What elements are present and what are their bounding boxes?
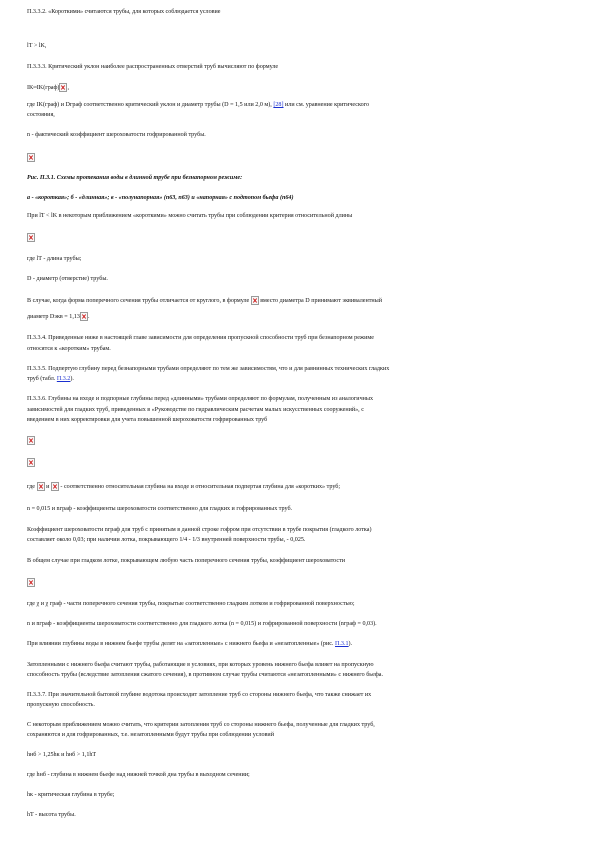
submerged-definition: Затопленными с нижнего бьефа считают трубы, работающие в условиях, при которых уровень нижнего бьефа влияет на пропускную [27, 662, 374, 668]
para-3-3-5: П.3.3.5. Подпертую глубину перед безнапорными трубами определяют по тем же зависимостям, что и для равнинных технических гладких [27, 366, 390, 372]
broken-image-icon [27, 233, 35, 242]
para-3-3-6-cont2: введением в них корректировки для учета повышенной шероховатости гофрированных труб [27, 417, 268, 423]
para-3-3-4: П.3.3.4. Приведенные ниже в настоящей главе зависимости для определения пропускной способности труб при безнапорном режиме [27, 335, 374, 341]
critical-slope-formula: IK≈IK(граф) , [27, 85, 69, 91]
broken-image-icon [27, 436, 35, 445]
para-3-3-7-cont: пропускную способность. [27, 702, 95, 708]
submergence-criteria-cont: сохраняются и для гофрированных, т.е. незатопленными будут трубы при соблюдении условий [27, 732, 274, 738]
figure-caption: Рис. П.3.1. Схемы протекания воды в длинной трубе при безнапорном режиме: [27, 175, 243, 181]
equivalent-diameter-formula: диаметр Dэкв = 1,13 . [27, 314, 90, 320]
submergence-criteria: С некоторым приближением можно считать, что критерии затопления труб со стороны нижнего бьефа, полученные для гладких труб, [27, 722, 375, 728]
table-link-p-3-2[interactable]: П.3.2 [56, 376, 71, 382]
definition-ht: hT - высота трубы. [27, 812, 76, 818]
submerged-definition-cont: способность трубы (вследствие затопления сжатого сечения), в противном случае трубы считаются «незатопленными» с нижнего бьефа. [27, 672, 384, 678]
broken-image-icon [27, 458, 35, 467]
definition-hnb: где hнб - глубина в нижнем бьефе над нижней точкой дна трубы в выходном сечении; [27, 772, 250, 778]
definition-d: D - диаметр (отверстие) трубы. [27, 276, 108, 282]
definition-relative-depths: где и - соответственно относительная глубина на входе и относительная подпертая глубина для «коротких» труб; [27, 484, 341, 490]
roughness-definition: n = 0,015 и nграф - коэффициенты шероховатости соответственно для гладких и гофрированных труб. [27, 506, 293, 512]
equivalent-diameter-note: В случае, когда форма поперечного сечения трубы отличается от круглого, в формуле вместо диаметра D принимают эквивалентный [27, 298, 383, 304]
para-3-3-6: П.3.3.6. Глубины на входе и подпорные глубины перед «длинными» трубами определяют по формулам, полученным из аналогичных [27, 396, 374, 402]
submergence-condition-formula: hнб > 1,25hк и hнб > 1,1hT [27, 752, 97, 758]
definition-n-values: n и nграф - коэффициенты шероховатости соответственно для гладкого лотка (n = 0,015) и гофрированной поверхности (nграф = 0,03). [27, 621, 377, 627]
broken-image-icon [37, 482, 45, 491]
general-case-roughness: В общем случае при гладком лотке, покрывающем любую часть поперечного сечения трубы, коэффициент шероховатости [27, 558, 346, 564]
definition-n: n - фактический коэффициент шероховатости гофрированной трубы. [27, 132, 206, 138]
broken-image-icon [27, 153, 35, 162]
broken-image-icon [51, 482, 59, 491]
definition-chi: где χ и χ граф - части поперечного сечения трубы, покрытые соответственно гладким лотком и гофрированной поверхностью; [27, 601, 355, 607]
para-3-3-6-cont1: зависимостей для гладких труб, приведенных в «Руководстве по гидравлическим расчетам малых искусственных сооружений», с [27, 407, 364, 413]
figure-legend: а - «короткая»; б - «длинная»; в - «полунапорная» (п63, п63) и «напорная» с подтопом бьефа (п64) [27, 195, 294, 201]
roughness-coefficient-note-cont: составляет около 0,03; при наличии лотка, покрывающего 1/4 - 1/3 внутренней поверхности трубы, - 0,025. [27, 537, 306, 543]
definition-lt: где lT - длина трубы; [27, 256, 82, 262]
broken-image-icon [80, 312, 88, 321]
para-3-3-4-cont: относятся к «коротким» трубам. [27, 346, 111, 352]
para-3-3-7: П.3.3.7. При значительной бытовой глубине водотока происходит затопление труб со стороны нижнего бьефа, что также снижает их [27, 692, 372, 698]
condition-formula: lT > lK, [27, 43, 47, 49]
para-3-3-2: П.3.3.2. «Короткими» считаются трубы, для которых соблюдается условие [27, 9, 221, 15]
definition-hk: hк - критическая глубина в трубе; [27, 792, 115, 798]
broken-image-icon [59, 83, 67, 92]
short-pipe-criterion: При lT < lK в некоторым приближением «короткими» можно считать трубы при соблюдении критерия относительной длины [27, 213, 353, 219]
broken-image-icon [27, 578, 35, 587]
reference-link-28[interactable]: [28] [273, 102, 284, 108]
para-3-3-5-cont: труб (табл. П.3.2). [27, 376, 74, 382]
para-3-3-3: П.3.3.3. Критический уклон наиболее распространенных отверстий труб вычисляют по формуле [27, 64, 279, 70]
downstream-influence: При влиянии глубины воды в нижнем бьефе трубы делят на «затопленные» с нижнего бьефа и «незатопленные» (рис. П.3.1). [27, 641, 353, 647]
figure-link-p-3-1[interactable]: П.3.1 [335, 641, 349, 647]
definition-ik: где IK(граф) и Dграф соответственно критический уклон и диаметр трубы (D = 1,5 или 2,0 м), [28] или см. уравнение критического [27, 102, 370, 108]
roughness-coefficient-note: Коэффициент шероховатости nграф для труб с принятым в данной строке гофром при отсутствии в трубе покрытия (гладкого лотка) [27, 527, 372, 533]
broken-image-icon [251, 296, 259, 305]
definition-ik-cont: состояния, [27, 112, 55, 118]
